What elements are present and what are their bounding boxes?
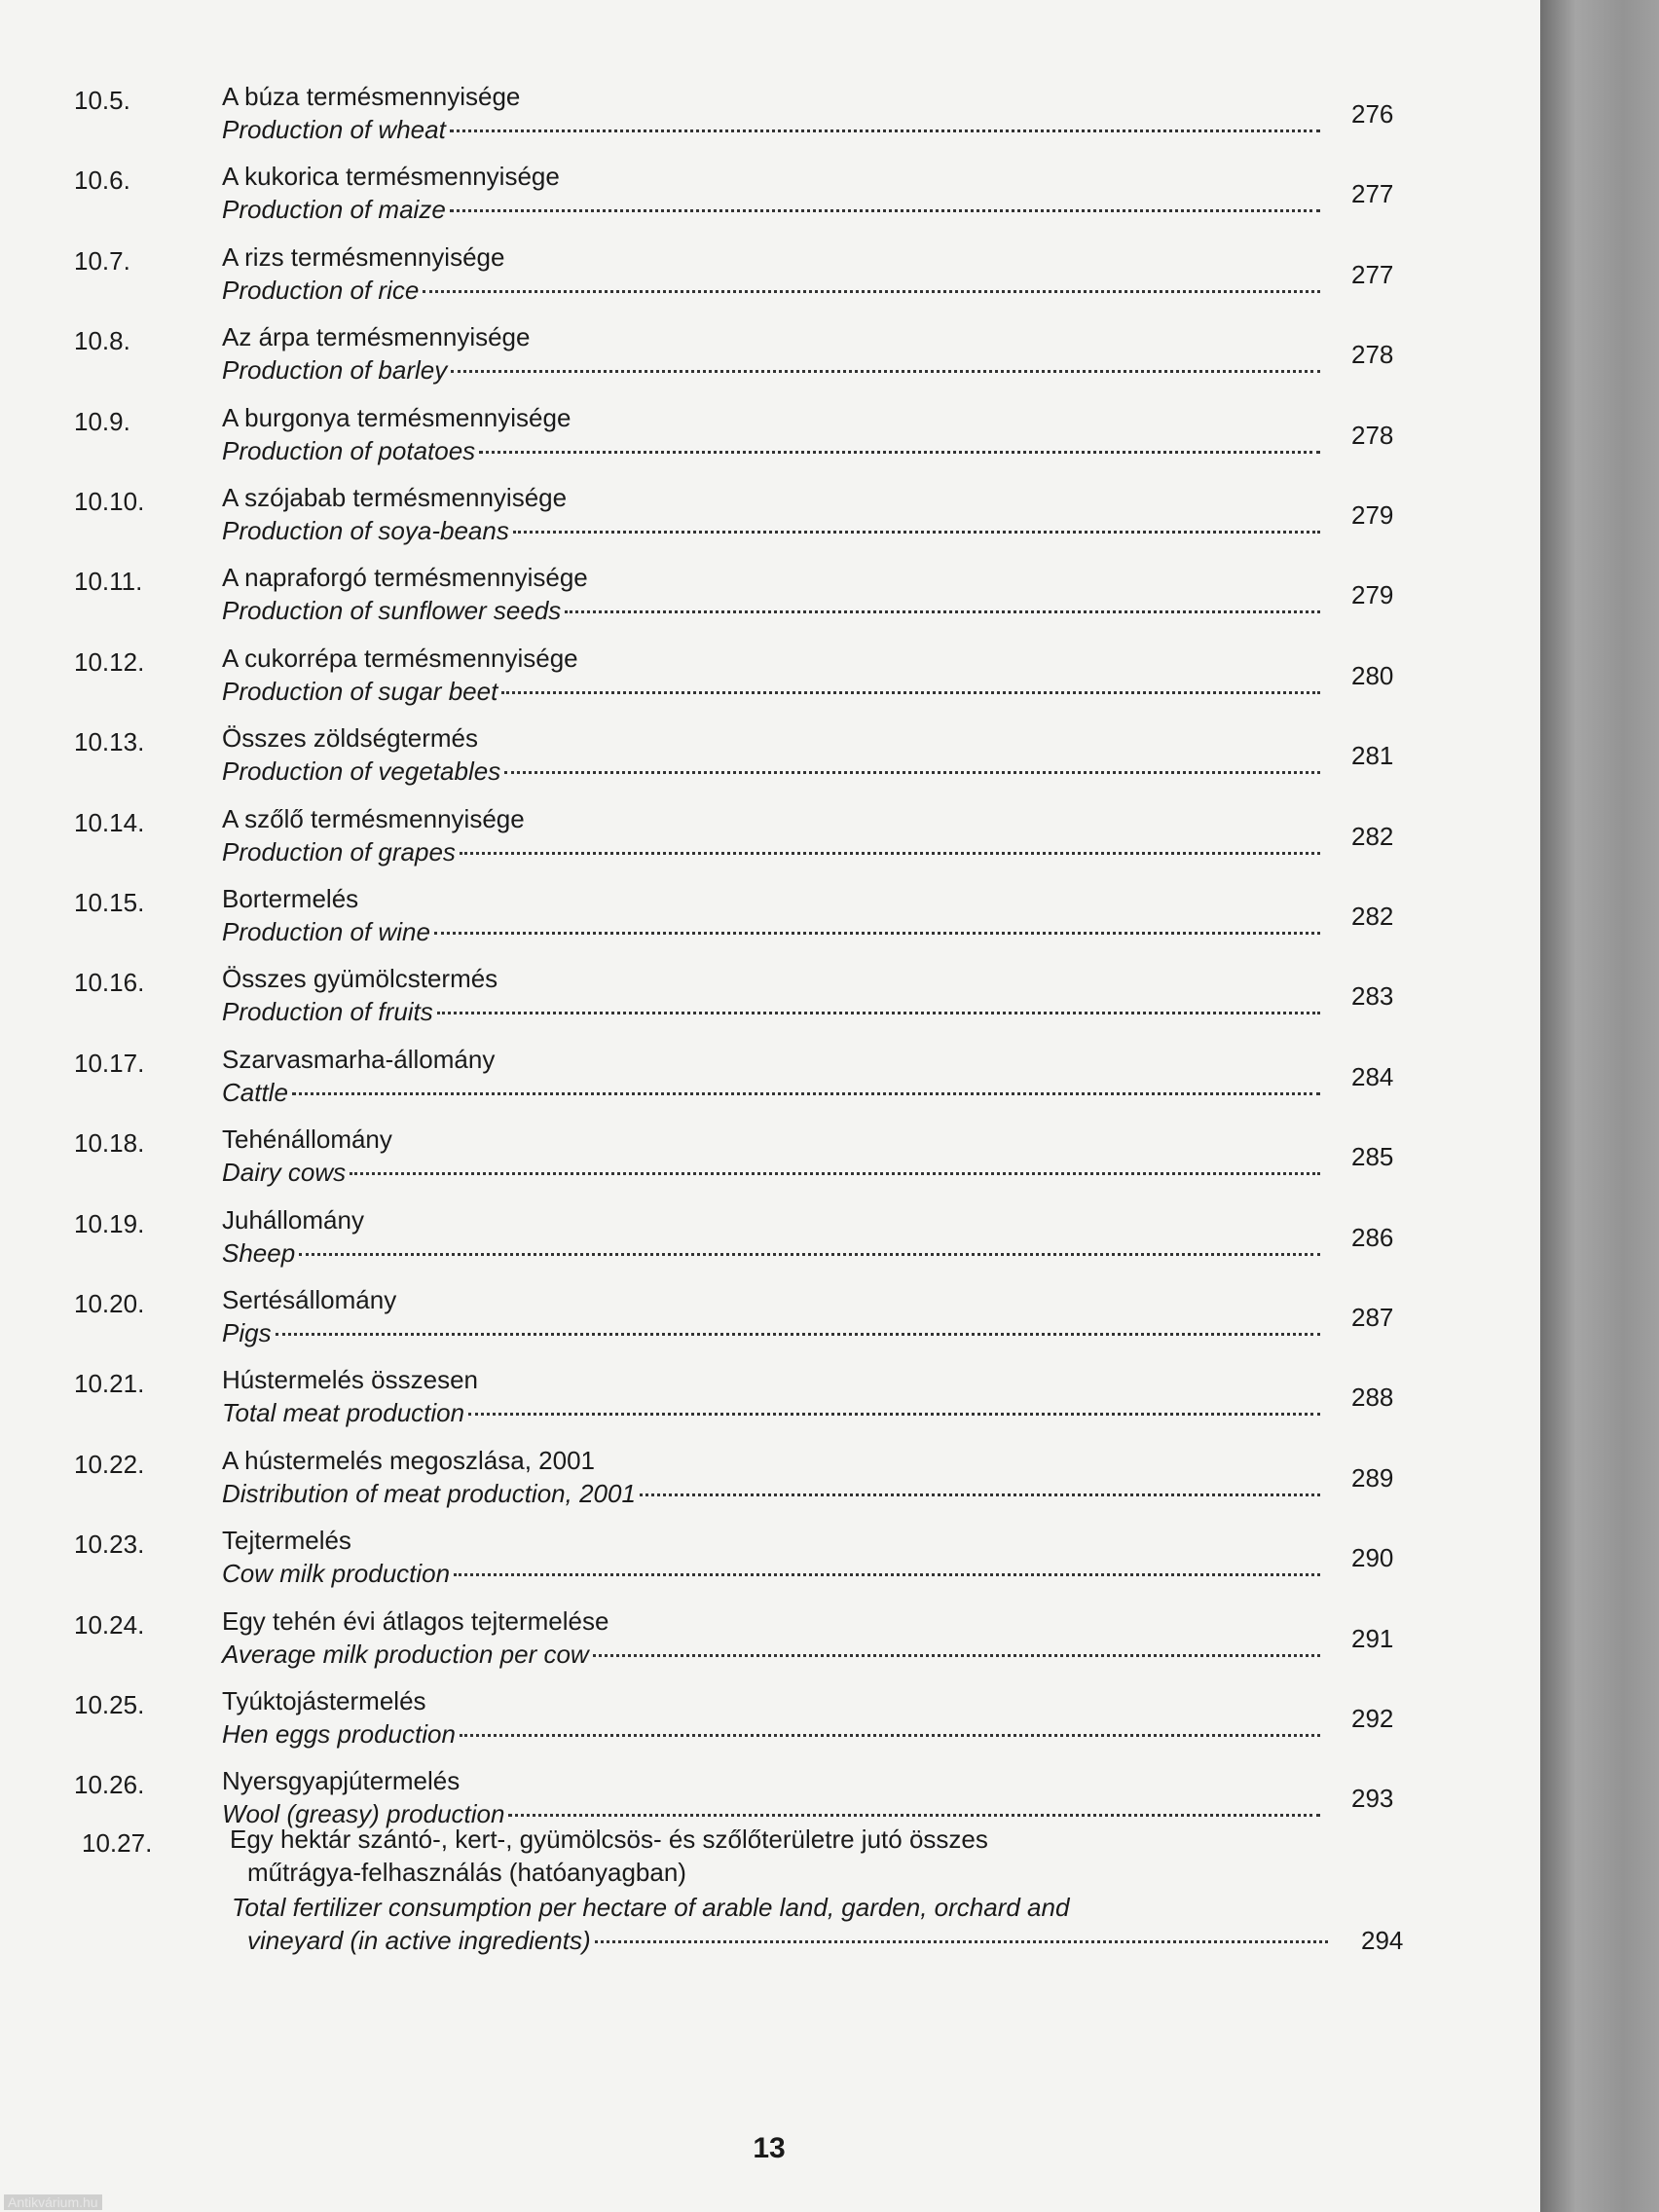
entry-title-en-row	[222, 1316, 1328, 1349]
toc-entry	[0, 1203, 1540, 1281]
toc-entry	[0, 1123, 1540, 1200]
entry-page-number: 294	[1361, 1926, 1404, 1955]
entry-title-en: Pigs	[222, 1318, 272, 1347]
entry-page-number: 290	[1351, 1543, 1394, 1572]
entry-page-number: 287	[1351, 1303, 1394, 1332]
toc-entry	[0, 642, 1540, 719]
entry-number: 10.14.	[74, 808, 145, 837]
entry-title-en: Cattle	[222, 1078, 288, 1107]
dot-leader	[508, 1813, 1320, 1817]
entry-title-en: Production of rice	[222, 276, 420, 305]
toc-entry	[0, 802, 1540, 880]
entry-title-en: Production of vegetables	[222, 756, 501, 786]
toc-entry	[0, 962, 1540, 1040]
entry-title-en-row	[222, 353, 1328, 387]
entry-title-hu: Tehénállomány	[222, 1124, 392, 1154]
entry-number: 10.22.	[74, 1450, 145, 1479]
entry-page-number: 277	[1351, 179, 1394, 208]
entry-title-en: Production of sugar beet	[222, 677, 498, 706]
toc-entry	[0, 401, 1540, 479]
entry-title-en: Production of fruits	[222, 997, 433, 1026]
dot-leader	[450, 129, 1320, 132]
entry-title-hu-line1: Egy hektár szántó-, kert-, gyümölcsös- és szőlőterületre jutó összes	[230, 1825, 988, 1854]
entry-title-en-row	[222, 1477, 1328, 1510]
entry-number: 10.26.	[74, 1770, 145, 1799]
entry-number: 10.10.	[74, 487, 145, 516]
entry-number: 10.24.	[74, 1610, 145, 1640]
toc-entry	[0, 320, 1540, 398]
dot-leader	[640, 1493, 1320, 1496]
entry-title-hu: Egy tehén évi átlagos tejtermelése	[222, 1606, 609, 1636]
entry-page-number: 283	[1351, 981, 1394, 1011]
entry-title-en: Production of grapes	[222, 837, 456, 866]
dot-leader	[565, 609, 1320, 613]
entry-page-number: 292	[1351, 1704, 1394, 1733]
toc-entry-10-27	[0, 1823, 1540, 1959]
entry-page-number: 278	[1351, 340, 1394, 369]
entry-title-hu: Hústermelés összesen	[222, 1365, 478, 1394]
entry-title-en: Production of wine	[222, 917, 430, 946]
entry-number: 10.13.	[74, 727, 145, 756]
entry-title-en: Production of barley	[222, 355, 448, 385]
entry-number: 10.15.	[74, 888, 145, 917]
entry-number: 10.16.	[74, 968, 145, 997]
entry-title-hu: Nyersgyapjútermelés	[222, 1766, 461, 1795]
entry-title-en: Production of soya-beans	[222, 516, 509, 545]
entry-title-en-row	[222, 995, 1328, 1028]
entry-page-number: 279	[1351, 580, 1394, 609]
entry-title-en-row	[222, 113, 1328, 146]
entry-title-en: Sheep	[222, 1238, 296, 1268]
entry-title-hu: Bortermelés	[222, 884, 359, 913]
toc-entry	[0, 1363, 1540, 1441]
entry-title-en-row	[222, 835, 1328, 868]
dot-leader	[434, 931, 1320, 935]
entry-page-number: 286	[1351, 1223, 1394, 1252]
entry-title-en-row	[222, 193, 1328, 226]
dot-leader	[454, 1572, 1320, 1576]
entry-title-en: Total meat production	[222, 1398, 465, 1427]
dot-leader	[437, 1011, 1320, 1014]
entry-title-en-line2: vineyard (in active ingredients)	[247, 1926, 591, 1955]
entry-title-en-row	[222, 755, 1328, 788]
dot-leader	[468, 1412, 1320, 1416]
entry-title-en: Hen eggs production	[222, 1719, 456, 1749]
toc-entry	[0, 1524, 1540, 1602]
entry-page-number: 284	[1351, 1062, 1394, 1091]
page-number-footer: 13	[753, 2132, 786, 2164]
entry-page-number: 281	[1351, 741, 1394, 770]
entry-title-hu: A napraforgó termésmennyisége	[222, 563, 588, 592]
entry-page-number: 285	[1351, 1142, 1394, 1171]
entry-title-en-row	[222, 594, 1328, 627]
entry-title-en: Production of wheat	[222, 115, 446, 144]
toc-entry	[0, 160, 1540, 238]
dot-leader	[451, 369, 1320, 373]
entry-page-number: 277	[1351, 260, 1394, 289]
dot-leader	[350, 1171, 1320, 1175]
entry-title-en: Distribution of meat production, 2001	[222, 1479, 636, 1508]
entry-title-hu: Szarvasmarha-állomány	[222, 1045, 496, 1074]
entry-number: 10.12.	[74, 647, 145, 677]
dot-leader	[460, 851, 1320, 855]
entry-title-hu: Tejtermelés	[222, 1526, 351, 1555]
dot-leader	[513, 530, 1320, 534]
entry-title-en: Average milk production per cow	[222, 1640, 589, 1669]
entry-number: 10.8.	[74, 326, 130, 355]
entry-title-hu: A szőlő termésmennyisége	[222, 804, 525, 833]
entry-title-en-row	[222, 1156, 1328, 1189]
entry-title-hu: A szójabab termésmennyisége	[222, 483, 568, 512]
entry-title-en-row	[222, 1638, 1328, 1671]
entry-page-number: 288	[1351, 1382, 1394, 1412]
entry-number: 10.7.	[74, 246, 130, 276]
entry-number: 10.25.	[74, 1690, 145, 1719]
entry-title-en: Production of maize	[222, 195, 446, 224]
toc-entry	[0, 721, 1540, 799]
entry-title-hu: Juhállomány	[222, 1205, 364, 1235]
page-edge-background	[1540, 0, 1659, 2212]
toc-entry	[0, 561, 1540, 639]
entry-page-number: 293	[1351, 1784, 1394, 1813]
entry-number: 10.19.	[74, 1209, 145, 1238]
entry-title-en-row	[222, 1717, 1328, 1751]
entry-title-en-row	[222, 915, 1328, 948]
entry-title-en-row	[222, 274, 1328, 307]
entry-title-hu: A búza termésmennyisége	[222, 82, 521, 111]
entry-number: 10.11.	[74, 567, 143, 596]
entry-title-en-row	[222, 1557, 1328, 1590]
dot-leader	[292, 1091, 1320, 1095]
entry-number: 10.21.	[74, 1369, 145, 1398]
entry-page-number: 279	[1351, 500, 1394, 530]
entry-title-hu: A cukorrépa termésmennyisége	[222, 644, 578, 673]
entry-number: 10.5.	[74, 86, 130, 115]
entry-number: 10.23.	[74, 1530, 145, 1559]
entry-title-hu: Sertésállomány	[222, 1285, 397, 1314]
entry-title-hu: A burgonya termésmennyisége	[222, 403, 571, 432]
entry-page-number: 276	[1351, 99, 1394, 129]
entry-number: 10.20.	[74, 1289, 145, 1318]
entry-title-en: Wool (greasy) production	[222, 1799, 505, 1828]
entry-title-en-row	[247, 1924, 1336, 1957]
toc-entry	[0, 1684, 1540, 1762]
entry-title-hu: A kukorica termésmennyisége	[222, 162, 560, 191]
watermark-text: Antikvárium.hu	[4, 2194, 102, 2210]
toc-entry	[0, 80, 1540, 158]
entry-title-hu: A rizs termésmennyisége	[222, 242, 505, 272]
entry-title-en-row	[222, 514, 1328, 547]
entry-title-hu: A hústermelés megoszlása, 2001	[222, 1446, 595, 1475]
entry-page-number: 289	[1351, 1463, 1394, 1493]
entry-title-en-row	[222, 1396, 1328, 1429]
entry-page-number: 282	[1351, 902, 1394, 931]
entry-title-hu: Tyúktojástermelés	[222, 1686, 426, 1715]
entry-title-hu: Az árpa termésmennyisége	[222, 322, 531, 351]
entry-page-number: 278	[1351, 421, 1394, 450]
entry-page-number: 291	[1351, 1624, 1394, 1653]
entry-page-number: 280	[1351, 661, 1394, 690]
dot-leader	[460, 1733, 1320, 1737]
entry-title-en: Dairy cows	[222, 1158, 347, 1187]
dot-leader	[423, 289, 1320, 293]
entry-title-hu: Összes zöldségtermés	[222, 723, 478, 753]
entry-title-en-line1: Total fertilizer consumption per hectare of arable land, garden, orchard and	[232, 1893, 1070, 1922]
entry-number: 10.18.	[74, 1128, 145, 1158]
toc-entry	[0, 240, 1540, 318]
toc-entry	[0, 1604, 1540, 1682]
entry-number: 10.17.	[74, 1049, 145, 1078]
entry-title-en: Production of sunflower seeds	[222, 596, 562, 625]
entry-page-number: 282	[1351, 822, 1394, 851]
dot-leader	[479, 450, 1320, 454]
toc-entry	[0, 481, 1540, 559]
toc-entry	[0, 1444, 1540, 1522]
dot-leader	[593, 1653, 1320, 1657]
dot-leader	[501, 690, 1320, 694]
entry-title-en-row	[222, 434, 1328, 467]
entry-number: 10.27.	[82, 1828, 153, 1858]
toc-entry	[0, 1283, 1540, 1361]
toc-entry	[0, 1043, 1540, 1121]
dot-leader	[595, 1939, 1328, 1943]
toc-entry	[0, 882, 1540, 960]
dot-leader	[450, 208, 1320, 212]
dot-leader	[504, 770, 1320, 774]
entry-title-en-row	[222, 675, 1328, 708]
entry-number: 10.9.	[74, 407, 130, 436]
entry-number: 10.6.	[74, 166, 130, 195]
entry-title-en-row	[222, 1076, 1328, 1109]
entry-title-hu: Összes gyümölcstermés	[222, 964, 498, 993]
entry-title-hu-line2: műtrágya-felhasználás (hatóanyagban)	[247, 1858, 686, 1887]
dot-leader	[276, 1332, 1320, 1336]
entry-title-en-row	[222, 1236, 1328, 1270]
entry-title-en: Cow milk production	[222, 1559, 451, 1588]
dot-leader	[299, 1252, 1320, 1256]
entry-title-en: Production of potatoes	[222, 436, 476, 465]
